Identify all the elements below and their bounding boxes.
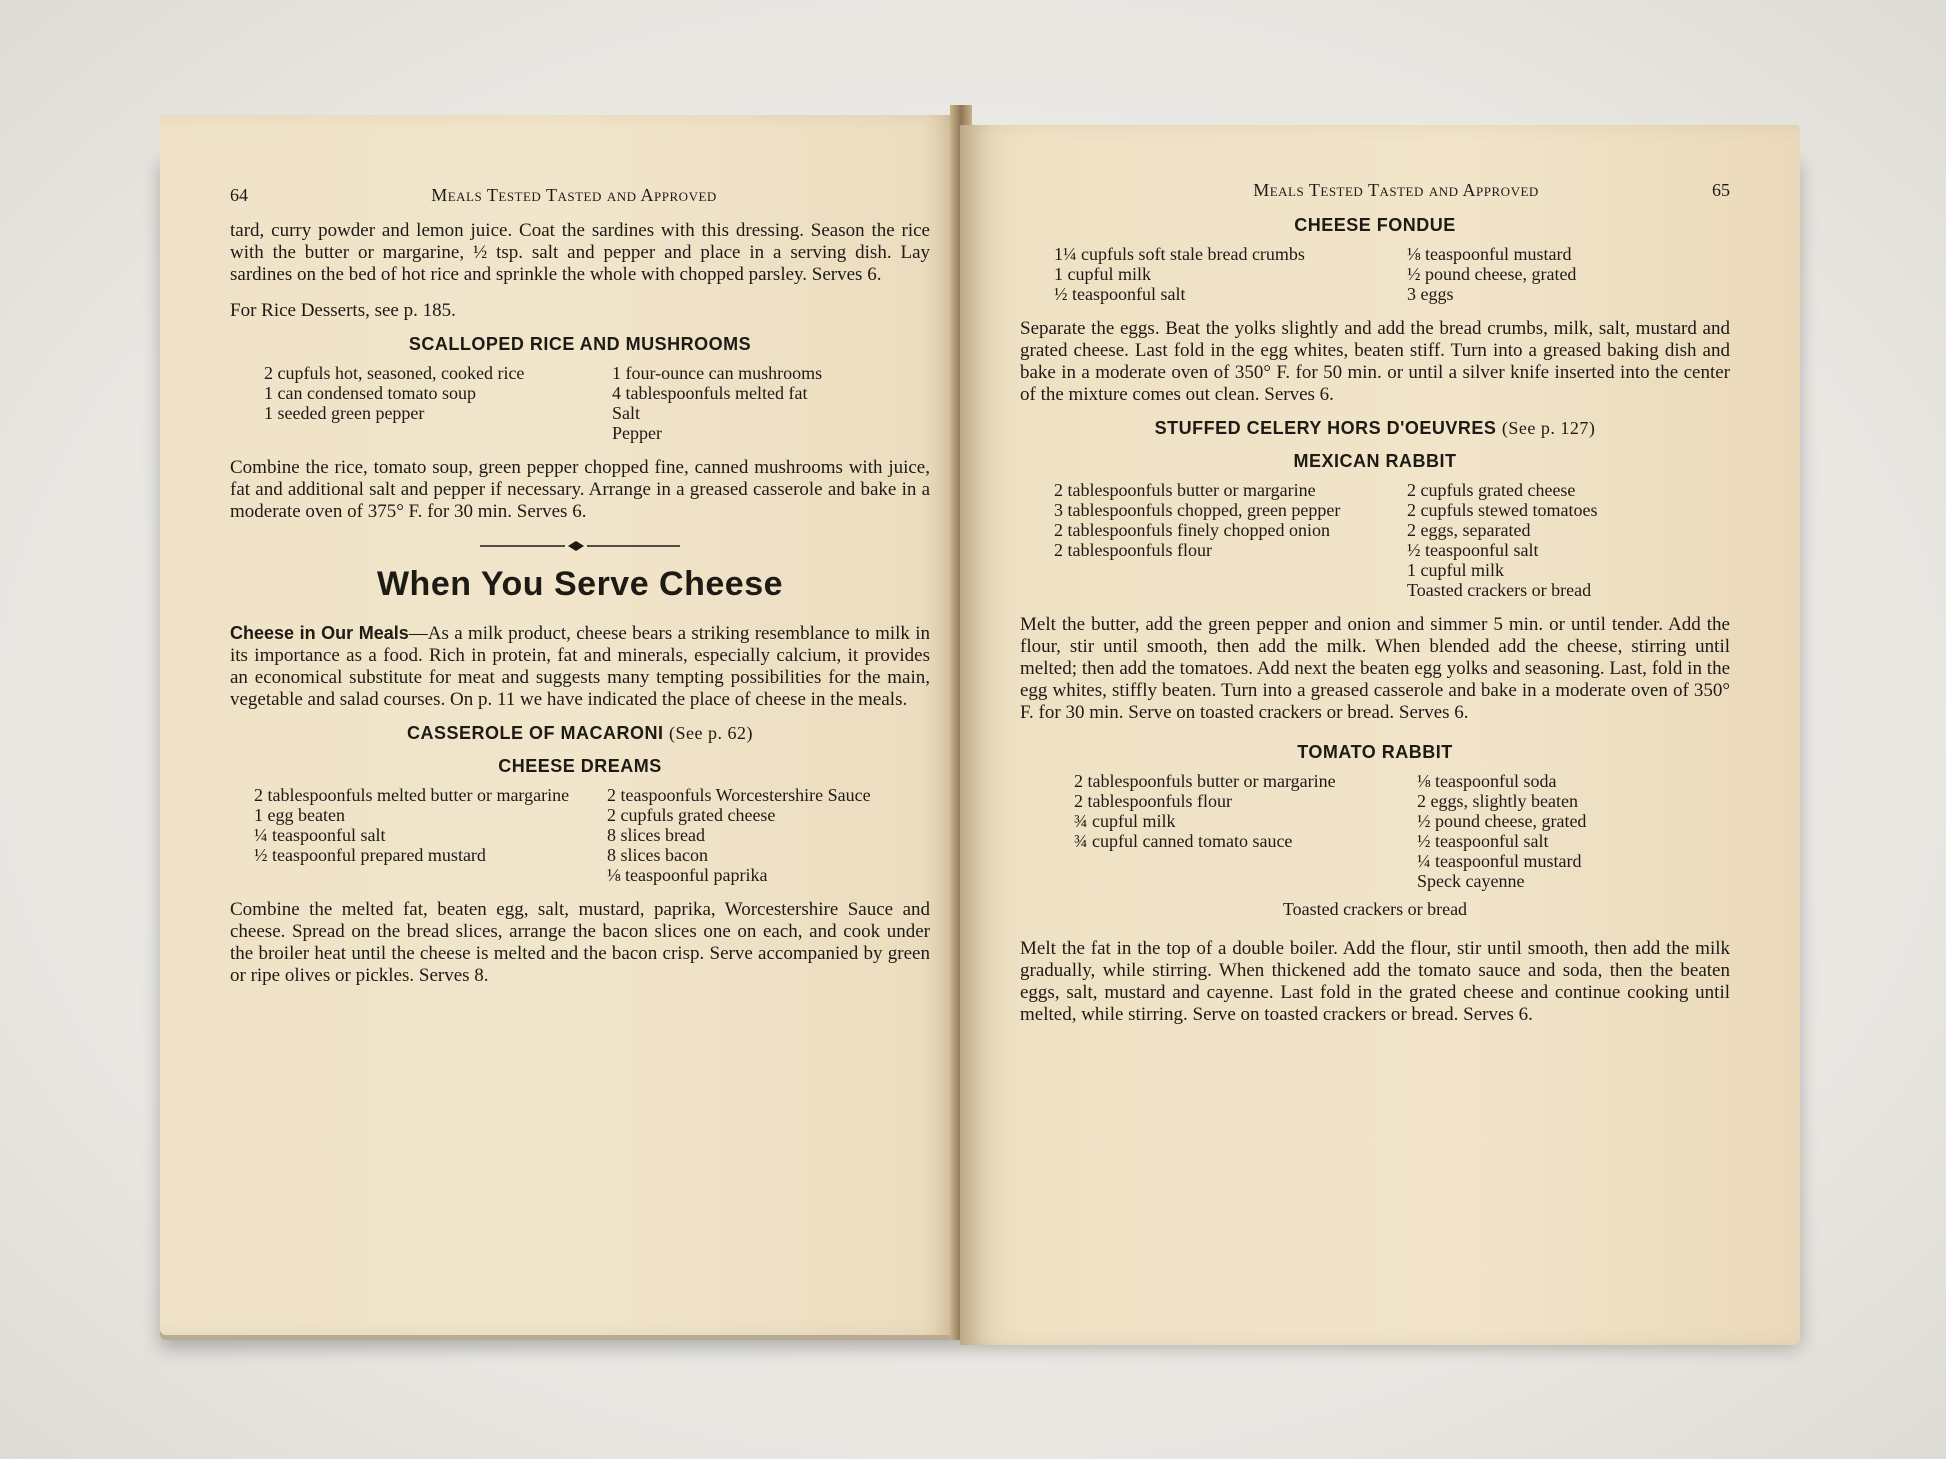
- ingredient: 1 four-ounce can mushrooms: [612, 363, 823, 383]
- ingredients-col-left: [250, 363, 582, 443]
- dreams-ingredients: [240, 785, 930, 885]
- scalloped-method: Combine the rice, tomato soup, green pepper chopped fine, canned mushrooms with juice, fat and additional salt and pepper if necessary. Arrange in a greased casserole and bake in a moderate oven of 375° F. for 30 min. Serves 6.: [230, 457, 930, 522]
- ingredient: 4 tablespoonfuls melted fat: [612, 383, 808, 403]
- scalloped-ingredients: [250, 363, 930, 443]
- ingredient: 2 tablespoonfuls melted butter or margarine: [254, 785, 570, 805]
- ingredient: 2 eggs, separated: [1407, 520, 1531, 540]
- ingredient: 2 eggs, slightly beaten: [1417, 791, 1578, 811]
- ingredient: ⅛ teaspoonful paprika: [607, 865, 768, 885]
- ingredient: ½ teaspoonful salt: [1407, 540, 1539, 560]
- ingredient: 3 eggs: [1407, 284, 1454, 304]
- ingredient: Toasted crackers or bread: [1407, 580, 1592, 600]
- tomato-ingredients: [1060, 771, 1730, 891]
- ingredient: 8 slices bacon: [607, 845, 708, 865]
- right-page-number: 65: [1712, 180, 1730, 200]
- ingredient: 8 slices bread: [607, 825, 705, 845]
- ingredient: Speck cayenne: [1417, 871, 1525, 891]
- ingredient: 2 teaspoonfuls Worcestershire Sauce: [607, 785, 871, 805]
- ingredient: ⅛ teaspoonful mustard: [1407, 244, 1572, 264]
- ingredient: ½ teaspoonful salt: [1417, 831, 1549, 851]
- ingredients-col-left: [1060, 771, 1387, 891]
- ingredient: ¾ cupful milk: [1074, 811, 1176, 831]
- ingredient: 2 cupfuls grated cheese: [607, 805, 776, 825]
- ingredient: ⅛ teaspoonful soda: [1417, 771, 1557, 791]
- ingredients-col-right: [1403, 771, 1730, 891]
- ingredient: 1 egg beaten: [254, 805, 345, 825]
- celery-title: STUFFED CELERY HORS D'OEUVRES: [1154, 418, 1497, 438]
- ingredient: ¼ teaspoonful mustard: [1417, 851, 1582, 871]
- ingredient: ½ teaspoonful salt: [1054, 284, 1186, 304]
- dreams-method: Combine the melted fat, beaten egg, salt, mustard, paprika, Worcestershire Sauce and cheese. Spread on the bread slices, arrange the bacon slices one on each, and cook under the broiler heat until the cheese is melted and the bacon crisp. Serve accompanied by green or ripe olives or pickles. Serves 8.: [230, 899, 930, 986]
- ingredients-col-right: [598, 363, 930, 443]
- scalloped-title: SCALLOPED RICE AND MUSHROOMS: [408, 334, 752, 354]
- right-page: [960, 125, 1800, 1345]
- ingredient: 3 tablespoonfuls chopped, green pepper: [1054, 500, 1341, 520]
- open-book: [150, 95, 1810, 1345]
- ingredient: ½ teaspoonful prepared mustard: [254, 845, 486, 865]
- ingredient: Pepper: [612, 423, 662, 443]
- ingredient: ¼ teaspoonful salt: [254, 825, 386, 845]
- ingredient: 2 tablespoonfuls butter or margarine: [1074, 771, 1336, 791]
- ingredient: 2 tablespoonfuls finely chopped onion: [1054, 520, 1330, 540]
- dreams-title: CHEESE DREAMS: [498, 756, 662, 776]
- left-running-title: Meals Tested Tasted and Approved: [431, 185, 717, 205]
- casserole-title: CASSEROLE OF MACARONI: [406, 723, 664, 743]
- ingredient: 1 cupful milk: [1407, 560, 1504, 580]
- left-header: [230, 185, 930, 206]
- casserole-heading: [230, 723, 930, 744]
- rice-desserts-note: For Rice Desserts, see p. 185.: [230, 300, 456, 321]
- ingredient: 1 seeded green pepper: [264, 403, 425, 423]
- ingredient: Salt: [612, 403, 641, 423]
- cheese-intro: [230, 622, 930, 711]
- fondue-ingredients: [1040, 244, 1730, 304]
- ingredient: 2 tablespoonfuls butter or margarine: [1054, 480, 1316, 500]
- right-header: [1020, 180, 1730, 201]
- casserole-see: (See p. 62): [669, 723, 753, 743]
- ingredients-col-right: [593, 785, 930, 885]
- sardine-continuation: tard, curry powder and lemon juice. Coat the sardines with this dressing. Season the rice with the butter or margarine, ½ tsp. salt and pepper and place in a serving dish. Lay sardines on the bed of hot rice and sprinkle the whole with chopped parsley. Serves 6.: [230, 220, 930, 285]
- mexican-ingredients: [1040, 480, 1730, 600]
- tomato-method: Melt the fat in the top of a double boiler. Add the flour, stir until smooth, then add the milk gradually, while stirring. When thickened add the tomato sauce and soda, then the beaten eggs, salt, mustard and cayenne. Last fold in the grated cheese and continue cooking until melted, while stirring. Serve on toasted crackers or bread. Serves 6.: [1020, 938, 1730, 1025]
- intro-text: —As a milk product, cheese bears a striking resemblance to milk in its importance as a food. Rich in protein, fat and minerals, especially calcium, it provides an economical substitute for meat and suggests many tempting possibilities for the main, vegetable and salad courses. On p. 11 we have indicated the place of cheese in the meals.: [230, 623, 930, 710]
- left-page: [160, 115, 960, 1335]
- chapter-title: When You Serve Cheese: [376, 565, 784, 603]
- right-running-title: Meals Tested Tasted and Approved: [1253, 180, 1539, 200]
- ingredients-col-left: [240, 785, 577, 885]
- ingredient: 2 cupfuls stewed tomatoes: [1407, 500, 1598, 520]
- tomato-title: TOMATO RABBIT: [1297, 742, 1453, 762]
- ingredient: 2 cupfuls grated cheese: [1407, 480, 1576, 500]
- ornament-divider: [230, 539, 930, 553]
- ingredient: ¾ cupful canned tomato sauce: [1074, 831, 1293, 851]
- ingredient: ½ pound cheese, grated: [1407, 264, 1577, 284]
- fondue-method: Separate the eggs. Beat the yolks slightly and add the bread crumbs, milk, salt, mustard and grated cheese. Last fold in the egg whites, beaten stiff. Turn into a greased baking dish and bake in a moderate oven of 350° F. for 50 min. or until a silver knife inserted into the center of the mixture comes out clean. Serves 6.: [1020, 318, 1730, 405]
- ingredient: 2 tablespoonfuls flour: [1054, 540, 1212, 560]
- ingredients-col-right: [1393, 244, 1730, 304]
- fondue-title: CHEESE FONDUE: [1294, 215, 1456, 235]
- mexican-title: MEXICAN RABBIT: [1293, 451, 1457, 471]
- ingredient: 2 cupfuls hot, seasoned, cooked rice: [264, 363, 525, 383]
- ingredient: ½ pound cheese, grated: [1417, 811, 1587, 831]
- ingredient: 1¼ cupfuls soft stale bread crumbs: [1054, 244, 1305, 264]
- ingredients-col-right: [1393, 480, 1730, 600]
- ingredients-col-left: [1040, 244, 1377, 304]
- mexican-method: Melt the butter, add the green pepper and onion and simmer 5 min. or until tender. Add the flour, stir until smooth, then add the milk. When blended add the cheese, stirring until melted; then add the tomatoes. Add next the beaten egg yolks and seasoning. Last, fold in the egg whites, stiffly beaten. Turn into a greased casserole and bake in a moderate oven of 350° F. for 30 min. Serve on toasted crackers or bread. Serves 6.: [1020, 614, 1730, 723]
- ingredient: 1 can condensed tomato soup: [264, 383, 476, 403]
- ingredient: 2 tablespoonfuls flour: [1074, 791, 1232, 811]
- celery-see: (See p. 127): [1501, 418, 1596, 438]
- ingredient: 1 cupful milk: [1054, 264, 1151, 284]
- celery-heading: [1020, 418, 1730, 439]
- tomato-footer-item: Toasted crackers or bread: [1282, 899, 1468, 919]
- left-page-number: 64: [230, 185, 248, 205]
- ingredients-col-left: [1040, 480, 1377, 600]
- intro-lead: Cheese in Our Meals: [230, 623, 409, 643]
